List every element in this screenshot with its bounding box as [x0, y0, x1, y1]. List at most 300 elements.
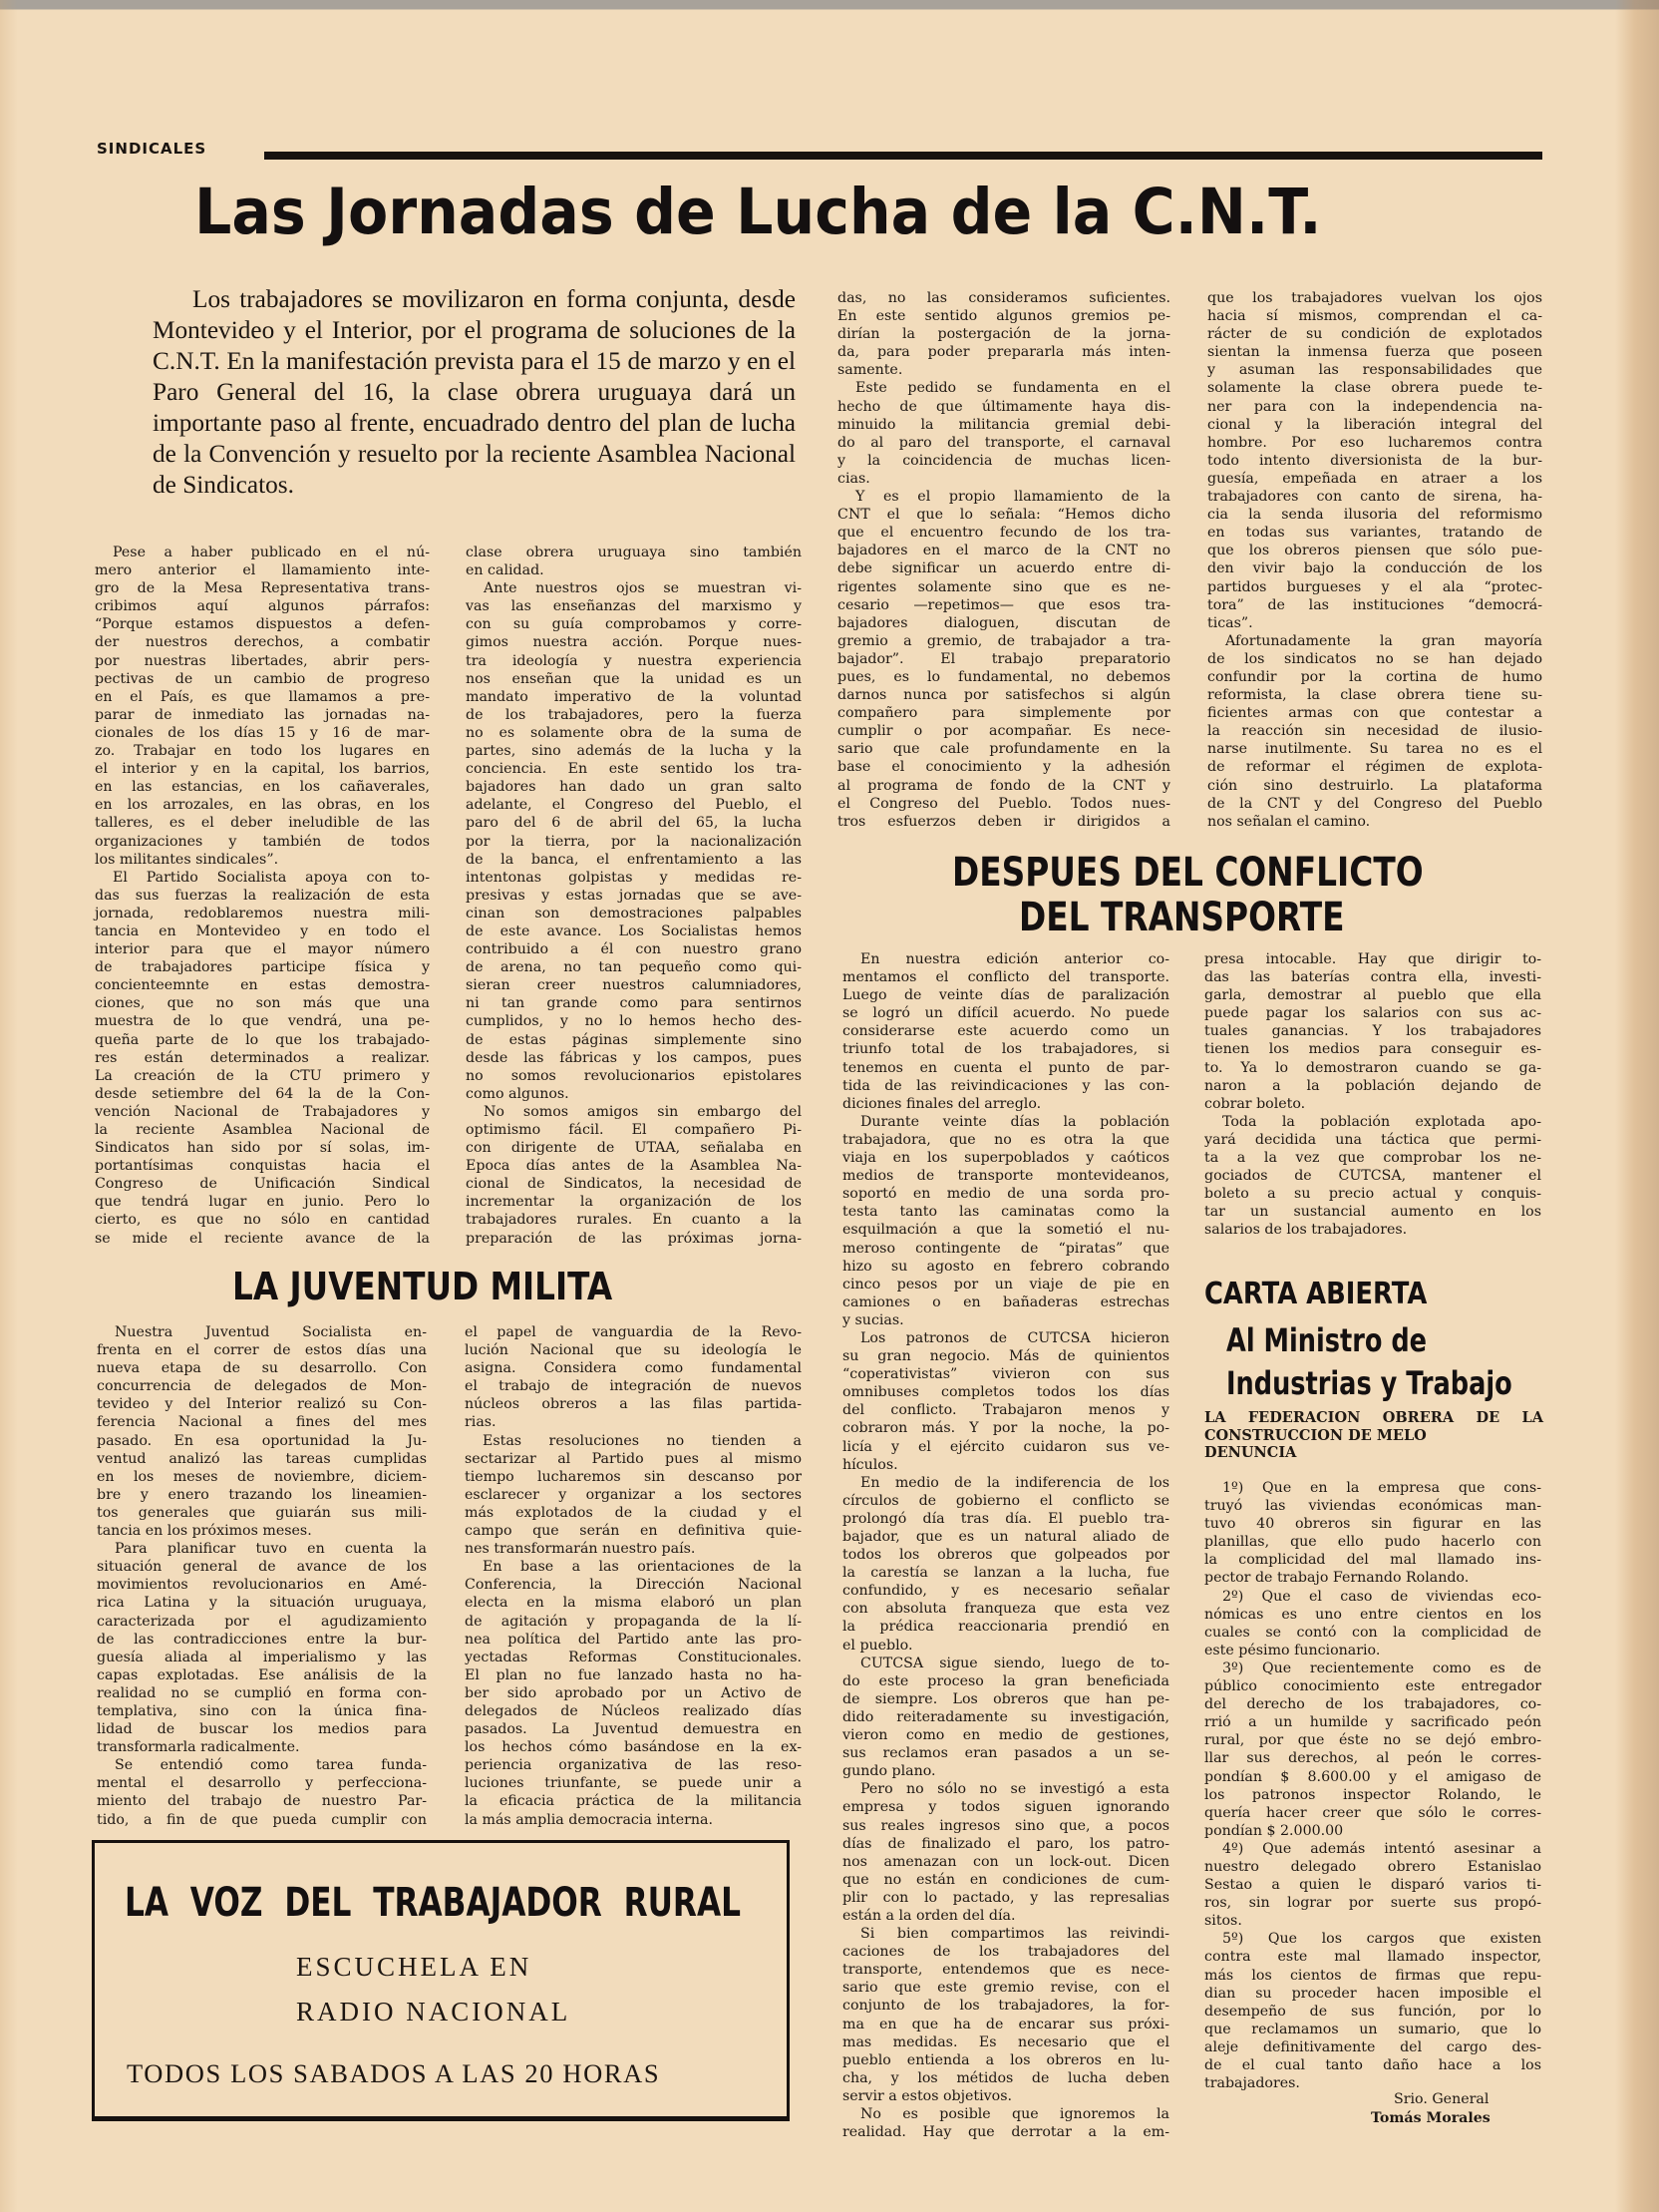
open-letter-subtitle: [1204, 1409, 1543, 1462]
text-line: están a la orden del día.: [842, 1907, 1016, 1924]
text-line: guesía aliada al imperialismo y las: [97, 1649, 427, 1665]
radio-ad-title: LA VOZ DEL TRABAJADOR RURAL: [125, 1880, 741, 1926]
open-letter-body: [1204, 1479, 1541, 2092]
text-line: partes, sino además de la lucha y la: [466, 743, 802, 760]
text-line: tenemos en cuenta el punto de par-: [842, 1059, 1169, 1076]
text-line: nuestro delegado obrero Estanislao: [1204, 1858, 1541, 1875]
text-line: hombre. Por eso lucharemos contra: [1207, 434, 1542, 451]
text-line: tancia en Montevideo y en todo el: [95, 922, 430, 939]
text-line: luciones triunfante, se puede unir a: [465, 1775, 802, 1792]
text-line: nea política del Partido ante las pro-: [465, 1631, 802, 1648]
text-line: plir con lo pactado, y las represalias: [842, 1889, 1169, 1906]
text-line: aleje definitivamente del cargo des-: [1204, 2038, 1541, 2055]
open-letter-recipient-line-2: Industrias y Trabajo: [1226, 1364, 1512, 1402]
text-line: cionales de los días 15 y 16 de mar-: [95, 724, 430, 741]
text-line: compañero para simplemente por: [837, 705, 1170, 722]
text-line: de el cual tanto daño hace a los: [1204, 2057, 1541, 2073]
text-line: ros, sin lograr por suerte sus propó-: [1204, 1895, 1541, 1912]
text-line: Afortunadamente la gran mayoría: [1225, 632, 1542, 649]
text-line: cumplidos, y no lo hemos hecho des-: [466, 1013, 802, 1030]
text-line: y asuman las responsabilidades que: [1207, 362, 1542, 379]
text-line: en todas sus variantes, tratando de: [1207, 525, 1542, 542]
text-line: caciones de los trabajadores del: [842, 1944, 1169, 1961]
text-line: ticas”.: [1207, 614, 1253, 631]
signature-name: Tomás Morales: [1371, 2110, 1491, 2126]
text-line: sus reales ingresos sino que, a pocos: [842, 1817, 1169, 1834]
text-line: sario que este gremio revise, con el: [842, 1980, 1169, 1997]
text-line: clase obrera uruguaya sino también: [466, 545, 802, 560]
text-line: más los cientos de firmas que repu-: [1204, 1967, 1541, 1984]
text-line: contra este mal llamado inspector,: [1204, 1949, 1541, 1966]
text-line: Para planificar tuvo en cuenta la: [115, 1541, 427, 1558]
text-line: los hechos cómo basándose en la ex-: [465, 1739, 802, 1756]
text-line: da, para poder prepararla más inten-: [837, 344, 1170, 361]
text-line: tido, a fin de que pueda cumplir con: [97, 1811, 427, 1828]
text-line: rica Latina y la situación uruguaya,: [97, 1595, 427, 1612]
text-line: hículos.: [842, 1456, 898, 1473]
text-line: ma en que ha de encarar sus próxi-: [842, 2016, 1169, 2032]
text-line: pondían $ 8.600.00 y el amigaso de: [1204, 1768, 1541, 1785]
text-line: gimos nuestra acción. Porque nues-: [466, 634, 802, 651]
text-line: guesía, empeñada en atraer a los: [1207, 470, 1542, 487]
text-line: esclarecer y organizar a los sectores: [465, 1486, 802, 1503]
lead-text: Los trabajadores se movilizaron en forma conjunta, desde Montevideo y el Interior, por el programa de soluciones de la C.N.T. En la manifestación prevista para el 15 de marzo y en el Paro General del 16, la clase obrera uruguaya dará un importante paso al frente, encuadrado dentro del plan de lucha de la Convención y resuelto por la reciente Asamblea Nacional de Sindicatos.: [153, 285, 796, 499]
text-line: conjunto de los trabajadores, la for-: [842, 1998, 1169, 2015]
text-line: de agitación y propaganda de la lí-: [465, 1613, 802, 1630]
main-article-column-3: [837, 289, 1170, 831]
text-line: cierto, es que no sólo en cantidad: [95, 1212, 430, 1229]
text-line: trabajadores con canto de sirena, ha-: [1207, 489, 1542, 506]
text-line: realidad. Hay que derrotar a la em-: [842, 2124, 1169, 2141]
text-line: El plan no fue lanzado hasta no ha-: [465, 1666, 802, 1683]
text-line: viaja en los superpoblados y caóticos: [842, 1150, 1169, 1167]
text-line: presivas y estas jornadas que se ave-: [466, 887, 802, 904]
youth-headline: LA JUVENTUD MILITA: [232, 1265, 613, 1308]
text-line: to. Ya lo demostraron cuando se ga-: [1204, 1059, 1541, 1076]
text-line: pues, es lo fundamental, no debemos: [837, 668, 1170, 685]
text-line: esquilmación a que la sometió el nu-: [842, 1222, 1169, 1239]
transport-headline-line-1: DESPUES DEL CONFLICTO: [952, 850, 1424, 896]
text-line: el papel de vanguardia de la Revo-: [465, 1324, 802, 1340]
text-line: que tendrá lugar en junio. Pero lo: [95, 1194, 430, 1211]
text-line: intentonas golpistas y medidas re-: [466, 869, 802, 886]
text-line: de la CNT y del Congreso del Pueblo: [1207, 795, 1542, 812]
open-letter-subtitle-line: DENUNCIA: [1204, 1444, 1297, 1461]
text-line: lidad de buscar los medios para: [97, 1721, 427, 1738]
text-line: núcleos obreros a las filas partida-: [465, 1396, 802, 1413]
text-line: Pero no sólo no se investigó a esta: [860, 1781, 1169, 1798]
radio-ad-line-2: RADIO NACIONAL: [296, 1997, 571, 2027]
text-line: cinan son demostraciones palpables: [466, 905, 802, 922]
text-line: la más amplia democracia interna.: [465, 1811, 714, 1828]
text-line: tancia en los próximos meses.: [97, 1523, 312, 1540]
text-line: sientan la inmensa fuerza que poseen: [1207, 344, 1542, 361]
text-line: Sestao a quien le disparó varios ti-: [1204, 1877, 1541, 1894]
text-line: adelante, el Congreso del Pueblo, el: [466, 797, 802, 814]
text-line: situación general de avance de los: [97, 1559, 427, 1576]
text-line: público conocimiento este entregador: [1204, 1678, 1541, 1695]
text-line: rural, por que éste no se dejó embro-: [1204, 1732, 1541, 1749]
text-line: presa intocable. Hay que dirigir to-: [1204, 951, 1541, 967]
text-line: gremio a gremio, de trabajador a tra-: [837, 632, 1170, 649]
text-line: la reacción sin necesidad de ilusio-: [1207, 723, 1542, 740]
text-line: preparación de las próximas jorna-: [466, 1230, 802, 1247]
text-line: ción sino destruirlo. La plataforma: [1207, 777, 1542, 794]
text-line: CNT el que lo señala: “Hemos dicho: [837, 507, 1170, 524]
text-line: tar un sustancial aumento en los: [1204, 1204, 1541, 1221]
text-line: transporte, entendemos que es nece-: [842, 1962, 1169, 1979]
text-line: el Congreso del Pueblo. Todos nues-: [837, 795, 1170, 812]
text-line: desempeño de sus función, por lo: [1204, 2003, 1541, 2020]
text-line: No es posible que ignoremos la: [860, 2106, 1169, 2122]
text-line: sitos.: [1204, 1913, 1242, 1930]
text-line: transformarla radicalmente.: [97, 1739, 300, 1756]
text-line: res están determinados a realizar.: [95, 1049, 430, 1066]
text-line: do este proceso la gran beneficiada: [842, 1672, 1169, 1689]
text-line: en el País, es que llamamos a pre-: [95, 688, 430, 705]
text-line: interior para que el mayor número: [95, 941, 430, 958]
text-line: y sucias.: [842, 1311, 904, 1328]
text-line: como algunos.: [466, 1085, 569, 1102]
text-line: CUTCSA sigue siendo, luego de to-: [860, 1655, 1169, 1671]
text-line: cobrar boleto.: [1204, 1095, 1306, 1112]
text-line: vención Nacional de Trabajadores y: [95, 1103, 430, 1120]
text-line: nes transformarán nuestro país.: [465, 1541, 696, 1558]
text-line: no somos revolucionarios epistolares: [466, 1067, 802, 1084]
text-line: pectivas de un cambio de progreso: [95, 670, 430, 687]
text-line: En base a las orientaciones de la: [483, 1559, 802, 1576]
text-line: 2º) Que el caso de viviendas eco-: [1222, 1588, 1541, 1605]
main-article-column-1: [95, 544, 430, 1248]
text-line: hizo su agosto en febrero cobrando: [842, 1258, 1169, 1275]
text-line: En medio de la indiferencia de los: [860, 1474, 1169, 1491]
text-line: garla, demostrar al pueblo que ella: [1204, 987, 1541, 1004]
text-line: Sindicatos han sido por sí solas, im-: [95, 1140, 430, 1157]
text-line: el trabajo de integración de nuevos: [465, 1378, 802, 1395]
radio-ad-schedule: TODOS LOS SABADOS A LAS 20 HORAS: [127, 2058, 661, 2088]
text-line: en los meses de noviembre, diciem-: [97, 1468, 427, 1485]
text-line: tos generales que guiarán sus mili-: [97, 1504, 427, 1521]
text-line: mentamos el conflicto del transporte.: [842, 969, 1169, 986]
text-line: concurrencia de delegados de Mon-: [97, 1378, 427, 1395]
text-line: vieron como en medio de gestiones,: [842, 1727, 1169, 1744]
text-line: que los trabajadores vuelvan los ojos: [1207, 290, 1542, 306]
text-line: El Partido Socialista apoya con to-: [113, 869, 430, 886]
text-line: naron a la población dejando de: [1204, 1077, 1541, 1094]
text-line: hecho de que últimamente haya dis-: [837, 398, 1170, 415]
text-line: samente.: [837, 362, 903, 379]
text-line: cinco pesos por un viaje de pie en: [842, 1276, 1169, 1292]
text-line: cional de Sindicatos, la necesidad de: [466, 1176, 802, 1193]
text-line: de siempre. Los obreros que han pe-: [842, 1690, 1169, 1707]
text-line: ventud analizó las tareas cumplidas: [97, 1450, 427, 1467]
text-line: Epoca días antes de la Asamblea Na-: [466, 1158, 802, 1175]
text-line: y la coincidencia de muchas licen-: [837, 452, 1170, 469]
text-line: contribuido a él con nuestro grano: [466, 941, 802, 958]
text-line: Y es el propio llamamiento de la: [855, 489, 1170, 506]
text-line: de las contradicciones entre la bur-: [97, 1631, 427, 1648]
text-line: das las baterías contra ella, investi-: [1204, 969, 1541, 986]
text-line: pasado. En esa oportunidad la Ju-: [97, 1432, 427, 1449]
text-line: 5º) Que los cargos que existen: [1222, 1931, 1541, 1948]
youth-article-column-2: [465, 1323, 802, 1829]
text-line: planillas, que ello pudo hacerlo con: [1204, 1534, 1541, 1551]
text-line: do al paro del transporte, el carnaval: [837, 434, 1170, 451]
text-line: miento del trabajo de nuestro Par-: [97, 1793, 427, 1810]
text-line: triunfo total de los trabajadores, si: [842, 1041, 1169, 1058]
text-line: que no están en condiciones de cum-: [842, 1871, 1169, 1888]
text-line: ner para con la independencia na-: [1207, 398, 1542, 415]
open-letter-recipient-line-1: Al Ministro de: [1226, 1321, 1428, 1359]
text-line: no es solamente obra de la suma de: [466, 724, 802, 741]
text-line: delegados de Núcleos realizado días: [465, 1702, 802, 1719]
text-line: que reclamamos un sumario, que lo: [1204, 2021, 1541, 2037]
text-line: Este pedido se fundamenta en el: [855, 380, 1170, 397]
open-letter-subtitle-line: LA FEDERACION OBRERA DE LA: [1204, 1409, 1543, 1426]
text-line: ta a la vez que comprobar los ne-: [1204, 1150, 1541, 1167]
text-line: yectadas Reformas Constitucionales.: [465, 1649, 802, 1665]
text-line: de trabajadores participe física y: [95, 959, 430, 976]
text-line: medios de transporte montevideanos,: [842, 1168, 1169, 1185]
text-line: la reciente Asamblea Nacional de: [95, 1122, 430, 1138]
text-line: cobraron más. Y por la noche, la po-: [842, 1420, 1169, 1437]
text-line: minuido la militancia gremial debi-: [837, 416, 1170, 433]
text-line: reformista, la clase obrera tiene su-: [1207, 687, 1542, 704]
text-line: del conflicto. Trabajaron menos y: [842, 1402, 1169, 1419]
text-line: de la banca, el enfrentamiento a las: [466, 851, 802, 868]
text-line: todos los obreros que golpeados por: [842, 1547, 1169, 1564]
text-line: tevideo y del Interior realizó su Con-: [97, 1396, 427, 1413]
text-line: ciones, que no son más que una: [95, 995, 430, 1012]
text-line: prolongó día tras día. El pueblo tra-: [842, 1510, 1169, 1527]
text-line: diciones finales del arreglo.: [842, 1095, 1042, 1112]
text-line: ficientes armas con que contestar a: [1207, 705, 1542, 722]
text-line: muestra de lo que vendrá, una pe-: [95, 1013, 430, 1030]
text-line: cribimos aquí algunos párrafos:: [95, 598, 430, 615]
text-line: rácter de su condición de explotados: [1207, 326, 1542, 343]
text-line: pector de trabajo Fernando Rolando.: [1204, 1570, 1470, 1587]
text-line: gociados de CUTCSA, mantener el: [1204, 1168, 1541, 1185]
text-line: darnos nunca por satisfechos si algún: [837, 687, 1170, 704]
text-line: trabajadores.: [1204, 2075, 1300, 2092]
lead-paragraph: [153, 284, 796, 501]
text-line: de arena, no tan pequeño como qui-: [466, 959, 802, 976]
text-line: sieran creer nuestros calumniadores,: [466, 977, 802, 994]
text-line: periencia organizativa de las reso-: [465, 1757, 802, 1774]
text-line: confundido, y es necesario señalar: [842, 1583, 1169, 1600]
text-line: al programa de fondo de la CNT y: [837, 777, 1170, 794]
text-line: narse inutilmente. Su tarea no es el: [1207, 741, 1542, 758]
text-line: de este avance. Los Socialistas hemos: [466, 922, 802, 939]
text-line: caracterizada por el agudizamiento: [97, 1613, 427, 1630]
text-line: frenta en el correr de estos días una: [97, 1342, 427, 1359]
text-line: meroso contingente de “piratas” que: [842, 1240, 1169, 1257]
text-line: todo intento diversionista de la bur-: [1207, 452, 1542, 469]
text-line: salarios de los trabajadores.: [1204, 1222, 1408, 1239]
text-line: su gran negocio. Más de quinientos: [842, 1348, 1169, 1365]
text-line: boleto a su precio actual y conquis-: [1204, 1186, 1541, 1203]
text-line: jornada, redoblaremos nuestra mili-: [95, 905, 430, 922]
text-line: No somos amigos sin embargo del: [484, 1103, 802, 1120]
youth-article-column-1: [97, 1323, 427, 1829]
text-line: nos señalan el camino.: [1207, 813, 1371, 830]
text-line: nos enseñan que la unidad es un: [466, 670, 802, 687]
text-line: rias.: [465, 1414, 497, 1431]
text-line: tiempo lucharemos sin descanso por: [465, 1468, 802, 1485]
text-line: organizaciones y también de todos: [95, 833, 430, 850]
text-line: Toda la población explotada apo-: [1222, 1113, 1541, 1130]
text-line: nómicas es uno entre cientos en los: [1204, 1606, 1541, 1623]
text-line: parar de inmediato las jornadas na-: [95, 706, 430, 723]
text-line: nos amenazan con un lock-out. Dicen: [842, 1853, 1169, 1870]
text-line: la carestía se lanzan a la lucha, fue: [842, 1565, 1169, 1582]
text-line: servir a estos objetivos.: [842, 2087, 1012, 2104]
text-line: de reformar el régimen de explota-: [1207, 759, 1542, 776]
text-line: trabajadores rurales. En cuanto a la: [466, 1212, 802, 1229]
text-line: camiones o en bañaderas estrechas: [842, 1293, 1169, 1310]
text-line: Ante nuestros ojos se muestran vi-: [484, 580, 802, 597]
text-line: Se entendió como tarea funda-: [115, 1757, 427, 1774]
text-line: Estas resoluciones no tienden a: [483, 1432, 802, 1449]
text-line: bajador, que es un natural aliado de: [842, 1529, 1169, 1545]
open-letter-headline: CARTA ABIERTA: [1204, 1277, 1428, 1311]
text-line: “coperativistas” vivieron con sus: [842, 1366, 1169, 1383]
text-line: Si bien compartimos las reivindi-: [860, 1926, 1169, 1943]
text-line: bajadores dialoguen, discutan de: [837, 614, 1170, 631]
text-line: confundir por la cortina de humo: [1207, 668, 1542, 685]
text-line: en los arrozales, en las obras, en los: [95, 797, 430, 814]
text-line: sario que cale profundamente en la: [837, 741, 1170, 758]
text-line: 3º) Que recientemente como es de: [1222, 1659, 1541, 1676]
text-line: “Porque estamos dispuestos a defen-: [95, 616, 430, 633]
text-line: tora” de las instituciones “democrá-: [1207, 596, 1542, 613]
text-line: tienen los medios para conseguir es-: [1204, 1041, 1541, 1058]
text-line: yará decidida una táctica que permi-: [1204, 1131, 1541, 1148]
text-line: rigentes solamente sino que es ne-: [837, 578, 1170, 595]
text-line: 4º) Que además intentó asesinar a: [1222, 1840, 1541, 1857]
text-line: zo. Trabajar en todo los lugares en: [95, 743, 430, 760]
text-line: bajadores en el marco de la CNT no: [837, 543, 1170, 559]
text-line: quería hacer creer que sólo le corres-: [1204, 1804, 1541, 1821]
text-line: en calidad.: [466, 562, 544, 579]
text-line: más explotados de la ciudad y el: [465, 1504, 802, 1521]
text-line: capas explotadas. Ese análisis de la: [97, 1666, 427, 1683]
text-line: desde setiembre del 64 la de la Con-: [95, 1085, 430, 1102]
text-line: bre y enero trazando los lineamien-: [97, 1486, 427, 1503]
text-line: cional y la liberación integral del: [1207, 416, 1542, 433]
section-divider: [264, 152, 1542, 160]
text-line: sectarizar al Partido pues al mismo: [465, 1450, 802, 1467]
text-line: gro de la Mesa Representativa trans-: [95, 580, 430, 597]
text-line: La creación de la CTU primero y: [95, 1067, 430, 1084]
text-line: optimismo fácil. El compañero Pi-: [466, 1122, 802, 1138]
text-line: nueva etapa de su desarrollo. Con: [97, 1360, 427, 1377]
text-line: partidos burgueses y el ala “protec-: [1207, 578, 1542, 595]
transport-article-column-2: [1204, 950, 1541, 1240]
text-line: la eficacia práctica de la militancia: [465, 1793, 802, 1810]
text-line: pueblo entienda a los obreros en lu-: [842, 2051, 1169, 2068]
text-line: licía y el ejército cuidaron sus ve-: [842, 1438, 1169, 1455]
text-line: el pueblo.: [842, 1637, 913, 1654]
radio-ad-line-1: ESCUCHELA EN: [296, 1952, 532, 1982]
text-line: que los obreros piensen que sólo pue-: [1207, 543, 1542, 559]
text-line: concienteemnte en estas demostra-: [95, 977, 430, 994]
text-line: bajadores han dado un gran salto: [466, 779, 802, 796]
text-line: cias.: [837, 470, 870, 487]
text-line: das, no las consideramos suficientes.: [837, 290, 1170, 306]
text-line: asigna. Considera como fundamental: [465, 1360, 802, 1377]
text-line: tuales ganancias. Y los trabajadores: [1204, 1023, 1541, 1040]
text-line: que el encuentro fecundo de los tra-: [837, 525, 1170, 542]
text-line: dirían la postergación de la jorna-: [837, 326, 1170, 343]
text-line: ferencia Nacional a fines del mes: [97, 1414, 427, 1431]
text-line: dido reiteradamente su investigación,: [842, 1708, 1169, 1725]
text-line: considerarse este acuerdo como un: [842, 1023, 1169, 1040]
text-line: Durante veinte días la población: [860, 1113, 1169, 1130]
text-line: de estas páginas simplemente sino: [466, 1031, 802, 1048]
text-line: 1º) Que en la empresa que cons-: [1222, 1480, 1541, 1496]
text-line: sus reclamos eran pasados a un se-: [842, 1745, 1169, 1762]
main-headline: Las Jornadas de Lucha de la C.N.T.: [194, 176, 1322, 248]
text-line: por la tierra, por la nacionalización: [466, 833, 802, 850]
open-letter-subtitle-line: CONSTRUCCION DE MELO: [1204, 1426, 1427, 1444]
text-line: pasados. La Juventud demuestra en: [465, 1721, 802, 1738]
text-line: círculos de gobierno el conflicto se: [842, 1492, 1169, 1509]
text-line: en las estancias, en los cañaverales,: [95, 779, 430, 796]
text-line: del derecho de los trabajadores, co-: [1204, 1696, 1541, 1713]
text-line: por nuestras libertades, abrir pers-: [95, 652, 430, 669]
transport-article-column-1: [842, 950, 1169, 2141]
text-line: debe significar un acuerdo entre di-: [837, 560, 1170, 577]
text-line: tros esfuerzos deben ir dirigidos a: [837, 813, 1170, 830]
text-line: los patronos inspector Rolando, le: [1204, 1786, 1541, 1803]
text-line: cumplir o por acompañar. Es nece-: [837, 723, 1170, 740]
text-line: realidad no se cumplió en forma con-: [97, 1684, 427, 1701]
text-line: cia la senda ilusoria del reformismo: [1207, 507, 1542, 524]
text-line: mas medidas. Es necesario que el: [842, 2033, 1169, 2050]
text-line: trabajadora, que no es otra la que: [842, 1131, 1169, 1148]
text-line: Pese a haber publicado en el nú-: [113, 545, 430, 560]
text-line: con absoluta franqueza que esta vez: [842, 1601, 1169, 1618]
text-line: llar sus derechos, al peón le corres-: [1204, 1750, 1541, 1767]
text-line: se logró un difícil acuerdo. No puede: [842, 1005, 1169, 1022]
text-line: der nuestros derechos, a combatir: [95, 634, 430, 651]
text-line: cha, y los métidos de lucha deben: [842, 2069, 1169, 2086]
text-line: mandato imperativo de la voluntad: [466, 688, 802, 705]
text-line: solamente la clase obrera puede te-: [1207, 380, 1542, 397]
text-line: Los patronos de CUTCSA hicieron: [860, 1329, 1169, 1346]
text-line: mero anterior el llamamiento inte-: [95, 562, 430, 579]
signature-title: Srio. General: [1394, 2091, 1490, 2107]
text-line: electa en la misma elaboró un plan: [465, 1595, 802, 1612]
text-line: gundo plano.: [842, 1763, 936, 1780]
text-line: con su guía comprobamos y corre-: [466, 616, 802, 633]
text-line: soportó en medio de una sorda pro-: [842, 1186, 1169, 1203]
text-line: conciencia. En este sentido los tra-: [466, 761, 802, 778]
text-line: ber sido aprobado por un Activo de: [465, 1684, 802, 1701]
text-line: En este sentido algunos gremios pe-: [837, 308, 1170, 325]
text-line: omnibuses completos todos los días: [842, 1384, 1169, 1401]
text-line: tuvo 40 obreros sin figurar en las: [1204, 1516, 1541, 1533]
text-line: puede pagar los salarios con sus ac-: [1204, 1005, 1541, 1022]
text-line: movimientos revolucionarios en Amé-: [97, 1577, 427, 1594]
text-line: ni tan grande como para sentirnos: [466, 995, 802, 1012]
text-line: truyó las viviendas económicas man-: [1204, 1498, 1541, 1515]
text-line: paro del 6 de abril del 65, la lucha: [466, 815, 802, 832]
text-line: Nuestra Juventud Socialista en-: [115, 1324, 427, 1340]
text-line: Congreso de Unificación Sindical: [95, 1176, 430, 1193]
text-line: dian su proceder hacen imposible el: [1204, 1985, 1541, 2002]
